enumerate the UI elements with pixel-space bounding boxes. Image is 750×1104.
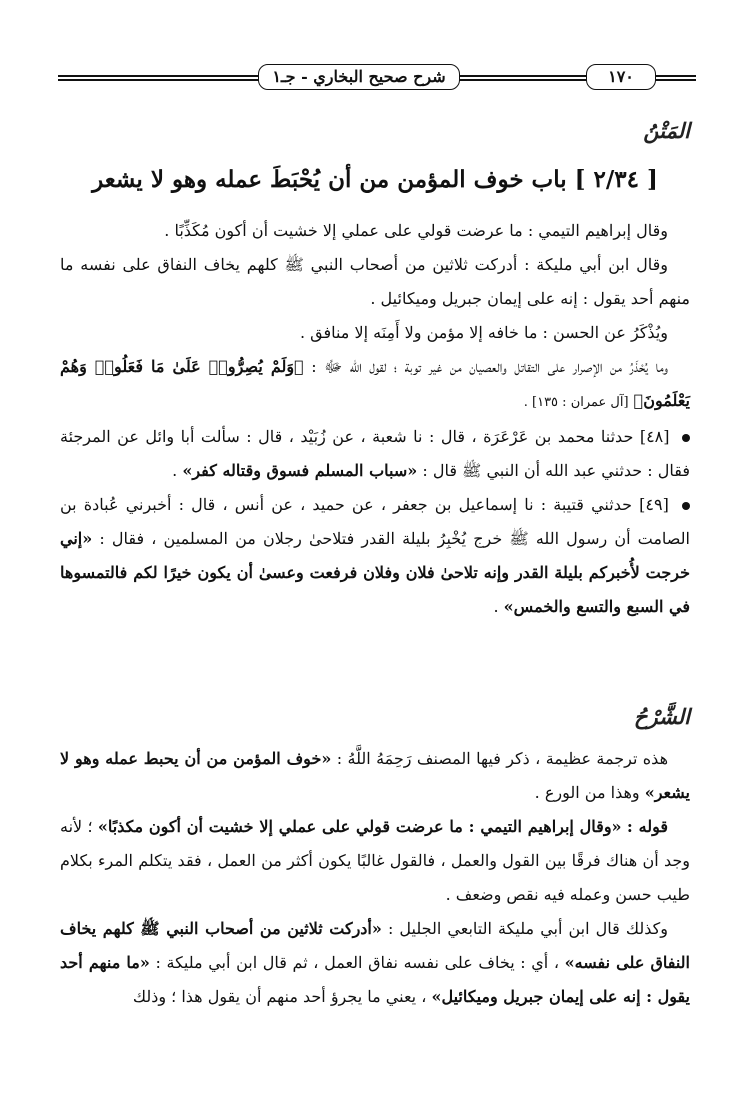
sharh-text: وهذا من الورع . xyxy=(534,783,645,802)
sharh-text: ، يعني ما يجرؤ أحد منهم أن يقول هذا ؛ وذلك xyxy=(132,987,432,1006)
bullet-icon xyxy=(682,434,690,442)
page-number: ١٧٠ xyxy=(586,64,656,90)
matn-text: وما يُحْذَرُ من الإصرار على التقاتل والعصيان من غير توبة ؛ لقول الله ﷻ : xyxy=(311,357,669,376)
bullet-icon xyxy=(682,502,690,510)
hadith-end: . xyxy=(493,597,504,616)
hadith-48 xyxy=(60,420,690,488)
matn-paragraph: وقال إبراهيم التيمي : ما عرضت قولي على عملي إلا خشيت أن أكون مُكَذِّبًا . xyxy=(164,221,668,240)
sharh-quote: «وقال إبراهيم التيمي : ما عرضت قولي على عملي إلا خشيت أن أكون مكذبًا» xyxy=(97,817,622,836)
sharh-quote: «أدركت ثلاثين من أصحاب النبي ﷺ كلهم يخاف النفاق على نفسه» xyxy=(60,919,691,972)
sharh-paragraph xyxy=(60,742,690,810)
sharh-quote: «خوف المؤمن من أن يحبط عمله وهو لا يشعر» xyxy=(60,749,690,802)
verse-reference: [آل عمران : ١٣٥] . xyxy=(523,395,629,410)
hadith-text: «سباب المسلم فسوق وقتاله كفر» xyxy=(182,461,418,480)
sharh-paragraph xyxy=(60,810,690,912)
sharh-text: وكذلك قال ابن أبي مليكة التابعي الجليل : xyxy=(387,919,668,938)
sharh-text: قوله : xyxy=(626,817,669,836)
matn-label: المَتْنُ xyxy=(643,118,690,143)
book-title: شرح صحيح البخاري - جـ١ xyxy=(258,64,460,90)
hadith-chain: [٤٨] حدثنا محمد بن عَرْعَرَة ، قال : نا شعبة ، عن زُبَيْد ، قال : سألت أبا وائل عن المرجئة فقال : حدثني عبد الله أن النبي ﷺ قال : xyxy=(60,427,690,480)
sharh-text: هذه ترجمة عظيمة ، ذكر فيها المصنف رَحِمَهُ اللَّهُ : xyxy=(336,749,669,768)
sharh-label: الشَّرْحُ xyxy=(633,704,690,729)
hadith-end: . xyxy=(172,461,183,480)
matn-paragraph: وقال ابن أبي مليكة : أدركت ثلاثين من أصحاب النبي ﷺ كلهم يخاف النفاق على نفسه ما منهم أحد يقول : إنه على إيمان جبريل وميكائيل . xyxy=(60,255,690,308)
matn-paragraph xyxy=(60,350,690,420)
sharh-text xyxy=(60,742,690,1014)
matn-paragraph: ويُذْكَرُ عن الحسن : ما خافه إلا مؤمن ولا أَمِنَه إلا منافق . xyxy=(299,323,668,342)
sharh-quote: «ما منهم أحد يقول : إنه على إيمان جبريل وميكائيل» xyxy=(60,953,690,1006)
matn-text xyxy=(60,214,690,624)
quran-verse: ﴿وَلَمْ يُصِرُّوا۟ عَلَىٰ مَا فَعَلُوا۟ وَهُمْ يَعْلَمُونَ﴾ xyxy=(60,357,690,410)
hadith-chain: [٤٩] حدثني قتيبة : نا إسماعيل بن جعفر ، عن حميد ، عن أنس ، قال : أخبرني عُبادة بن الصامت أن رسول الله ﷺ خرج يُخْبِرُ بليلة القدر فتلاحىٰ رجلان من المسلمين ، فقال : xyxy=(60,495,691,548)
hadith-49 xyxy=(60,488,690,624)
hadith-text: «إني خرجت لأُخبركم بليلة القدر وإنه تلاحىٰ فلان وفلان فرفعت وعسىٰ أن يكون خيرًا لكم فالتمسوها في السبع والتسع والخمس» xyxy=(60,529,690,616)
sharh-paragraph xyxy=(60,912,690,1014)
chapter-title: [ ٢/٣٤ ] باب خوف المؤمن من أن يُحْبَطَ عمله وهو لا يشعر xyxy=(92,166,658,193)
page-header xyxy=(58,62,696,92)
sharh-text: ؛ لأنه وجد أن هناك فرقًا بين القول والعمل ، فالقول غالبًا يكون أكثر من العمل ، فقد يتكلم المرء بكلام طيب حسن وعمله فيه نقص وضعف . xyxy=(60,817,691,904)
sharh-text: ، أي : يخاف على نفسه نفاق العمل ، ثم قال ابن أبي مليكة : xyxy=(155,953,565,972)
